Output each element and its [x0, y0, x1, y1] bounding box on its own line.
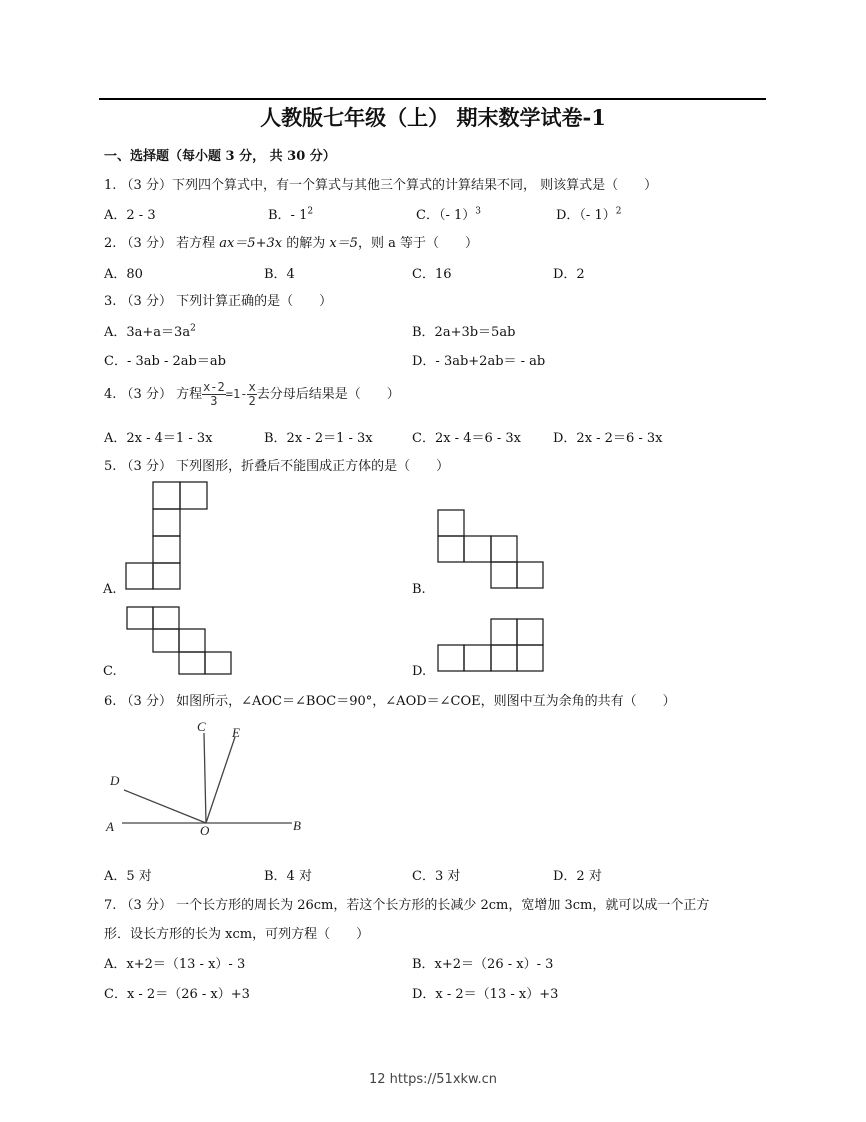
net-figure-b: [438, 510, 546, 590]
section-heading: 一、选择题（每小题 3 分， 共 30 分）: [104, 149, 336, 164]
q7-option-b: B．x+2＝（26 - x）- 3: [412, 957, 554, 972]
q2-option-a: A．80: [104, 267, 143, 282]
question-7-stem-line2: 形．设长方形的长为 xcm，可列方程（ ）: [104, 927, 370, 942]
net-figure-c: [127, 607, 233, 675]
fraction-2: $\frac{x}{2}$: [248, 380, 256, 408]
net-figure-d: [438, 619, 546, 673]
q2-option-c: C．16: [412, 267, 452, 282]
q5-option-d: D.: [412, 664, 427, 679]
point-label-d: D: [110, 773, 120, 788]
point-label-o: O: [200, 823, 210, 838]
q7-option-d: D．x - 2＝（13 - x）+3: [412, 987, 559, 1002]
q1-option-d: D．（- 1）$^2$: [556, 206, 622, 223]
question-1-stem: 1. （3 分）下列四个算式中，有一个算式与其他三个算式的计算结果不同， 则该算式是（ ）: [104, 178, 658, 193]
point-label-a: A: [106, 819, 114, 834]
q3-option-d: D．- 3ab+2ab＝ - ab: [412, 354, 546, 369]
page-title: 人教版七年级（上） 期末数学试卷-1: [260, 105, 606, 130]
point-label-c: C: [197, 719, 206, 734]
q3-option-b: B．2a+3b＝5ab: [412, 325, 516, 340]
q1-option-b: B．- $1^2$: [268, 206, 314, 223]
question-3-stem: 3. （3 分） 下列计算正确的是（ ）: [104, 294, 333, 309]
q7-option-a: A．x+2＝（13 - x）- 3: [104, 957, 246, 972]
q5-option-b: B.: [412, 582, 426, 597]
q5-option-c: C.: [103, 664, 117, 679]
angle-diagram: [100, 715, 320, 845]
ray-oe: [206, 737, 235, 823]
title-rule: [99, 98, 766, 100]
page-footer: 12 https://51xkw.cn: [369, 1072, 497, 1087]
q2-option-b: B．4: [264, 267, 295, 282]
q1-option-a: A．2 - 3: [104, 208, 156, 223]
q6-option-d: D．2 对: [553, 869, 602, 884]
q4-option-b: B．2x - 2＝1 - 3x: [264, 431, 373, 446]
fraction-1: $\frac{x-2}{3}$: [203, 380, 225, 408]
question-2-stem: 2. （3 分） 若方程 ax＝5+3x 的解为 x＝5，则 a 等于（ ）: [104, 236, 478, 251]
q4-option-c: C．2x - 4＝6 - 3x: [412, 431, 522, 446]
question-7-stem-line1: 7. （3 分） 一个长方形的周长为 26cm，若这个长方形的长减少 2cm，宽增加 3cm，就可以成一个正方: [104, 898, 710, 913]
q3-option-c: C．- 3ab - 2ab＝ab: [104, 354, 226, 369]
q5-option-a: A.: [103, 582, 117, 597]
question-5-stem: 5. （3 分） 下列图形，折叠后不能围成正方体的是（ ）: [104, 459, 450, 474]
q6-option-b: B．4 对: [264, 869, 312, 884]
q7-option-c: C．x - 2＝（26 - x）+3: [104, 987, 250, 1002]
ray-oc: [204, 733, 206, 823]
question-6-stem: 6. （3 分） 如图所示，∠AOC＝∠BOC＝90°，∠AOD＝∠COE，则图中互为余角的共有（ ）: [104, 694, 676, 709]
q1-option-c: C．（- 1）$^3$: [416, 206, 481, 223]
point-label-e: E: [232, 725, 240, 740]
q4-option-d: D．2x - 2＝6 - 3x: [553, 431, 663, 446]
question-4-stem: 4. （3 分） 方程 $\frac{x-2}{3}$ =1- $\frac{x}{2}$ 去分母后结果是（ ）: [104, 380, 400, 408]
q6-option-a: A．5 对: [104, 869, 152, 884]
ray-od: [124, 790, 206, 823]
q3-option-a: A．$3a+a=3a^2$: [104, 323, 196, 340]
q4-option-a: A．2x - 4＝1 - 3x: [104, 431, 213, 446]
net-figure-a: [126, 482, 208, 590]
q6-option-c: C．3 对: [412, 869, 461, 884]
q2-option-d: D．2: [553, 267, 585, 282]
point-label-b: B: [293, 818, 301, 833]
